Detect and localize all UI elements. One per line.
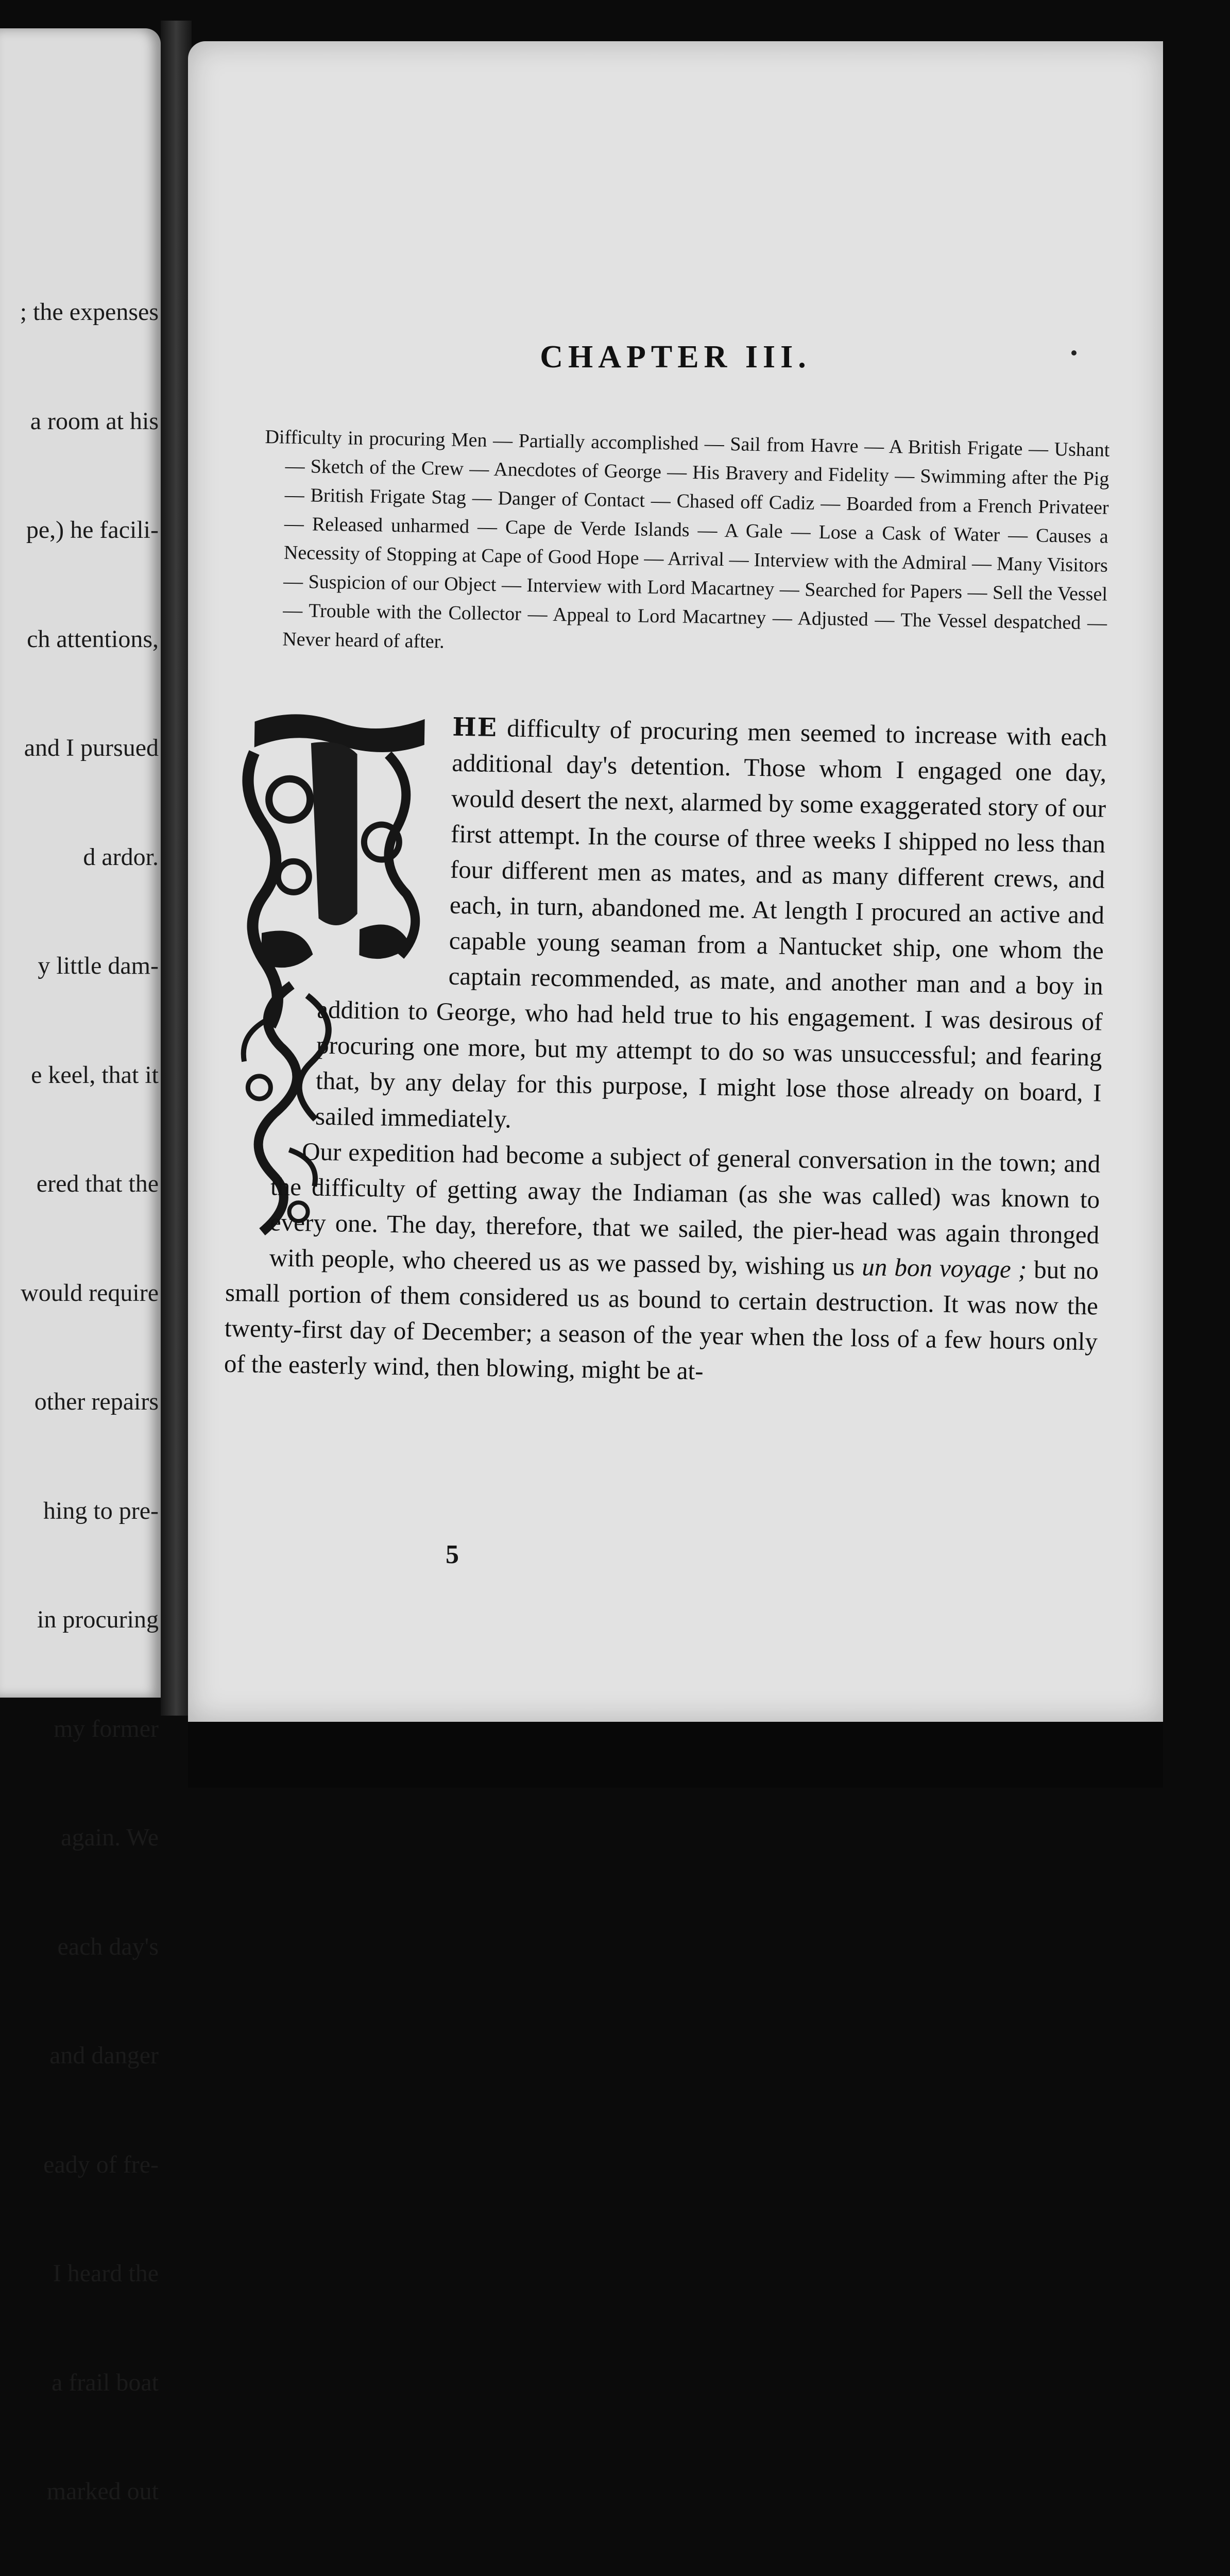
- previous-page: [0, 28, 161, 2505]
- paragraph-1-text: difficulty of procuring men seemed to increase with each additional day's detention. Those whom I engaged one day, would desert the next, alarmed by some exaggerated story of our first attempt. In the course of three weeks I shipped no less than four different men as mates, and as many different crews, and each, in turn, abandoned me. At length I procured an active and capable young seaman from a Nantucket ship, one whom the captain recommended, as mate, and another man and a boy in addition to George, who had held true to his engagement. I was desirous of procuring one more, but my attempt to do so was unsuccessful; and fearing that, by any delay for this purpose, I might lose those already on board, I sailed immediately.: [315, 714, 1107, 1133]
- chapter-title: CHAPTER III.: [540, 340, 811, 375]
- previous-page-line: ch attentions,: [27, 625, 159, 653]
- paragraph-2-text-b: but no small portion of them considered us as bound to certain destruction. It was now the twenty-first day of December; a season of the year when the loss of a few hours only of the easterly wind, then blowing, might be at-: [224, 1255, 1099, 1385]
- previous-page-line: again. We: [61, 1824, 159, 1851]
- previous-page-line: and danger: [49, 2042, 159, 2069]
- previous-page-line: in procuring: [37, 1606, 159, 1633]
- previous-page-line: y little dam-: [38, 952, 159, 979]
- book-gutter: [161, 21, 192, 1716]
- body-paragraph-2: [224, 1132, 1100, 1395]
- ink-dot: [1071, 350, 1077, 355]
- paragraph-2-italic: un bon voyage ;: [861, 1252, 1027, 1284]
- page-bottom-shadow: [188, 1722, 1163, 1788]
- previous-page-line: eady of fre-: [43, 2150, 159, 2178]
- previous-page-line: would require: [21, 1279, 159, 1307]
- previous-page-line: a room at his: [30, 407, 159, 435]
- previous-page-line: other repairs: [34, 1388, 159, 1415]
- paragraph-2-text-a: Our expedition had become a subject of general conversation in the town; and the difficulty of getting away the Indiaman (as she was called) was known to every one. The day, therefore, that we sailed, the pier-head was again thronged with people, who cheered us as we passed by, wishing us: [269, 1137, 1101, 1281]
- previous-page-line: I heard the: [53, 2260, 159, 2287]
- previous-page-line: pe,) he facili-: [26, 516, 159, 544]
- previous-page-line: ; the expenses: [20, 298, 159, 326]
- previous-page-line: and I pursued: [24, 734, 159, 761]
- book-page: [188, 41, 1163, 1722]
- previous-page-line: a frail boat: [52, 2368, 159, 2396]
- previous-page-line: my former: [54, 1715, 159, 1742]
- chapter-summary: [262, 422, 1110, 667]
- previous-page-line: marked out: [46, 2478, 159, 2505]
- chapter-summary-text: Difficulty in procuring Men — Partially accomplished — Sail from Havre — A British Frigate — Ushant — Sketch of the Crew — Anecdotes of George — His Bravery and Fidelity — Swimming after the Pig — British Frigate Stag — Danger of Contact — Chased off Cadiz — Boarded from a French Privateer — Released unharmed — Cape de Verde Islands — A Gale — Lose a Cask of Water — Causes a Necessity of Stopping at Cape of Good Hope — Arrival — Interview with the Admiral — Many Visitors — Suspicion of our Object — Interview with Lord Macartney — Searched for Papers — Sell the Vessel — Trouble with the Collector — Appeal to Lord Macartney — Adjusted — The Vessel despatched — Never heard of after.: [265, 426, 1110, 653]
- previous-page-line: ered that the: [36, 1170, 159, 1197]
- chapter-body: [224, 706, 1107, 1395]
- previous-page-text: [0, 222, 159, 2576]
- previous-page-line: d ardor.: [83, 843, 159, 871]
- previous-page-line: hing to pre-: [43, 1497, 159, 1524]
- page-number: 5: [446, 1540, 459, 1569]
- lead-word: HE: [452, 711, 498, 743]
- previous-page-line: e keel, that it: [31, 1061, 159, 1089]
- previous-page-line: each day's: [57, 1933, 159, 1960]
